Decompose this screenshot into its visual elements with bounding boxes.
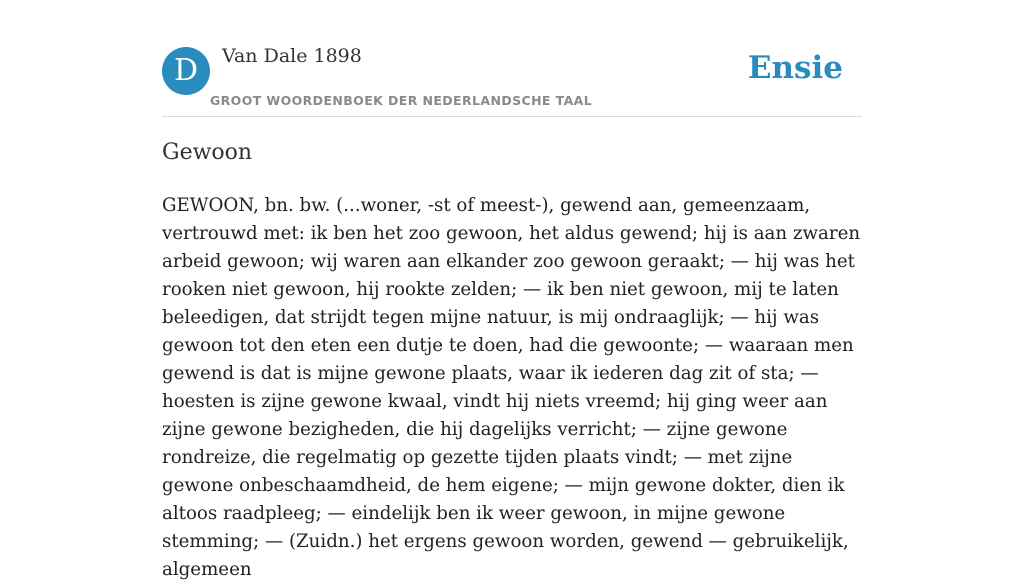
page-title: Gewoon	[162, 140, 253, 165]
brand-logo[interactable]: Ensie	[747, 50, 843, 86]
source-logo[interactable]: D	[162, 47, 210, 95]
source-title[interactable]: Van Dale 1898	[222, 45, 362, 67]
header	[162, 0, 862, 117]
source-subtitle: GROOT WOORDENBOEK DER NEDERLANDSCHE TAAL	[210, 93, 593, 108]
definition-text: GEWOON, bn. bw. (...woner, -st of meest-), gewend aan, gemeenzaam, vertrouwd met: ik ben het zoo gewoon, het aldus gewend; hij is aan zwaren arbeid gewoon; wij waren aan elkander zoo gewoon geraakt; — hij was het rooken niet gewoon, hij rookte zelden; — ik ben niet gewoon, mij te laten beleedigen, dat strijdt tegen mijne natuur, is mij ondraaglijk; — hij was gewoon tot den eten een dutje te doen, had die gewoonte; — waaraan men gewend is dat is mijne gewone plaats, waar ik iederen dag zit of sta; — hoesten is zijne gewone kwaal, vindt hij niets vreemd; hij ging weer aan zijne gewone bezigheden, die hij dagelijks verricht; — zijne gewone rondreize, die regelmatig op gezette tijden plaats vindt; — met zijne gewone onbeschaamdheid, de hem eigene; — mijn gewone dokter, dien ik altoos raadpleeg; — eindelijk ben ik weer gewoon, in mijne gewone stemming; — (Zuidn.) het ergens gewoon worden, gewend — gebruikelijk, algemeen	[162, 195, 861, 580]
